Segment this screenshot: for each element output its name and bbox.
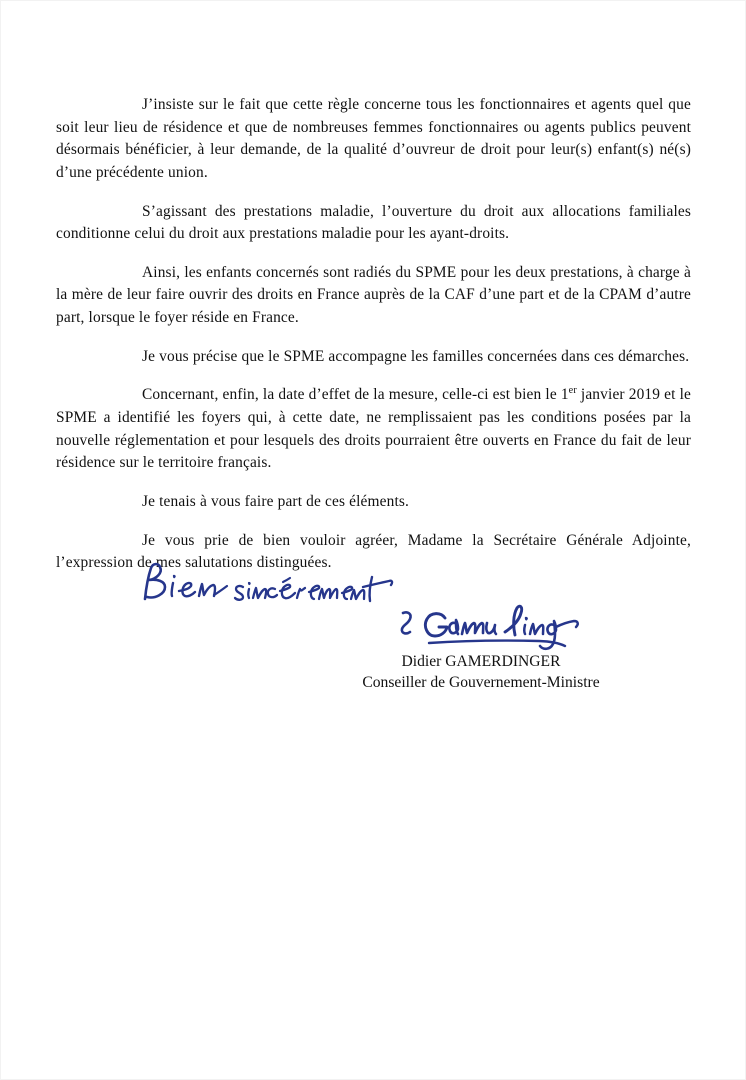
paragraph-5-rest: janvier 2019 et le SPME a identifié les foyers qui, à cette date, ne remplissaient pas les conditions posées par la nouvelle réglementation et pour lesquels des droits pourraient être ouverts en France du fait de leur résidence sur le territoire français. (56, 386, 691, 472)
handwritten-closing (139, 561, 399, 613)
handwritten-signature (399, 601, 589, 657)
handwritten-signature-ink (399, 601, 589, 657)
paragraph-3: Ainsi, les enfants concernés sont radiés du SPME pour les deux prestations, à charge à la mère de leur faire ouvrir des droits en France auprès de la CAF d’une part et de la CPAM d’autre part, lorsque le foyer réside en France. (56, 263, 691, 327)
paragraph-2: S’agissant des prestations maladie, l’ouverture du droit aux allocations familiales conditionne celui du droit aux prestations maladie pour les ayant-droits. (56, 202, 691, 243)
paragraph-7: Je vous prie de bien vouloir agréer, Madame la Secrétaire Générale Adjointe, l’expression de mes salutations distinguées. (56, 531, 691, 572)
paragraph-1: J’insiste sur le fait que cette règle concerne tous les fonctionnaires et agents quel que soit leur lieu de résidence et que de nombreuses femmes fonctionnaires ou agents publics peuvent désormais bénéficier, à leur demande, de la qualité d’ouvreur de droit pour leur(s) enfant(s) né(s) d’une précédente union. (56, 96, 691, 181)
signatory-name: Didier GAMERDINGER (401, 653, 561, 670)
signatory-title: Conseiller de Gouvernement-Ministre (362, 673, 600, 691)
paragraph-4: Je vous précise que le SPME accompagne les familles concernées dans ces démarches. (142, 347, 690, 365)
paragraph-5 (56, 384, 691, 475)
signature-block (331, 652, 631, 693)
handwritten-closing-ink (139, 561, 399, 613)
paragraph-6: Je tenais à vous faire part de ces éléments. (142, 492, 410, 510)
ordinal-suffix: er (568, 385, 577, 397)
document-body (56, 94, 691, 591)
paragraph-5-lead: Concernant, enfin, la date d’effet de la mesure, celle-ci est bien le 1 (142, 386, 569, 404)
